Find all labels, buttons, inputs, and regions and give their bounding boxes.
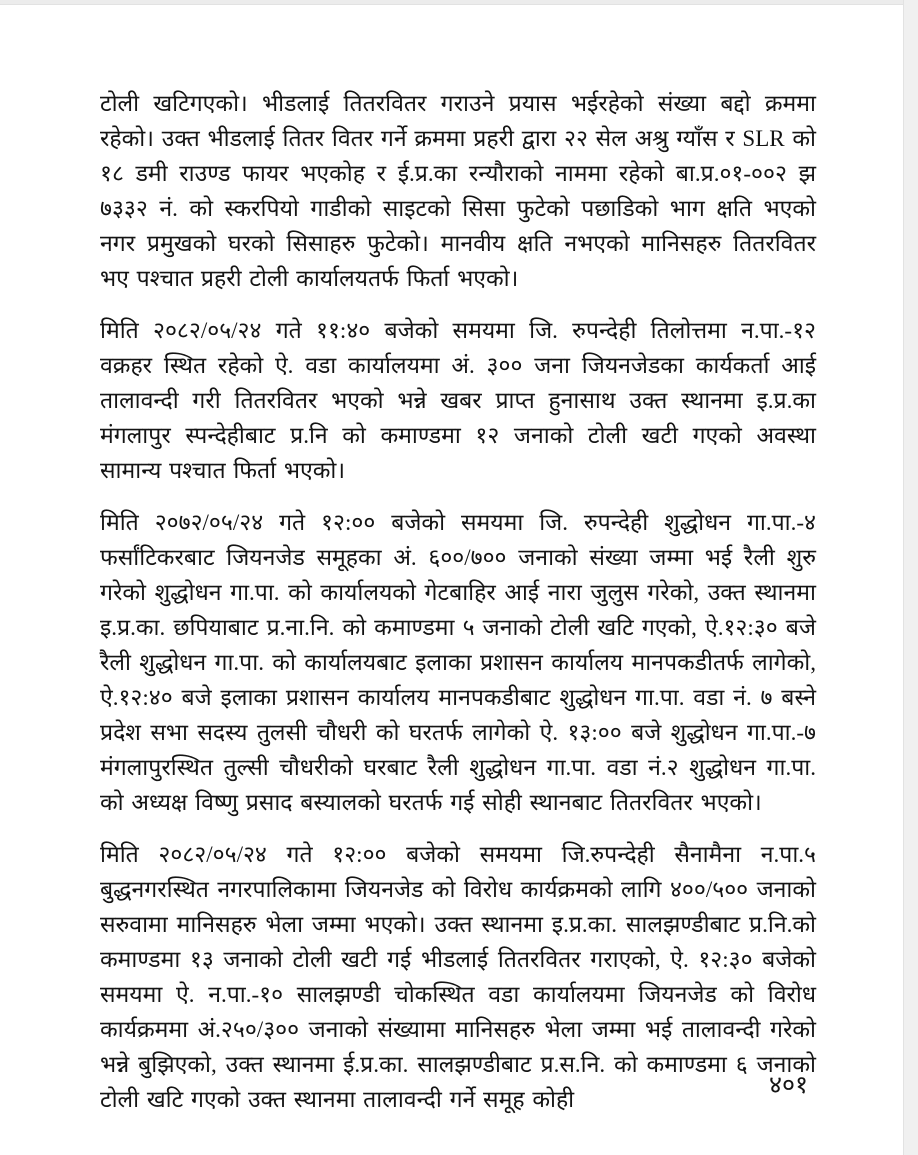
body-paragraph-3: मिति २०७२/०५/२४ गते १२:०० बजेको समयमा जि. रुपन्देही शुद्धोधन गा.पा.-४ फर्सांटिकरबाट जियनजेड समूहका अं. ६००/७०० जनाको संख्या जम्मा भई रैली शुरु गरेको शुद्धोधन गा.पा. को कार्यालयको गेटबाहिर आई नारा जुलुस गरेको, उक्त स्थानमा इ.प्र.का. छपियाबाट प्र.ना.नि. को कमाण्डमा ५ जनाको टोली खटि गएको, ऐ.१२:३० बजे रैली शुद्धोधन गा.पा. को कार्यालयबाट इलाका प्रशासन कार्यालय मानपकडीतर्फ लागेको, ऐ.१२:४० बजे इलाका प्रशासन कार्यालय मानपकडीबाट शुद्धोधन गा.पा. वडा नं. ७ बस्ने प्रदेश सभा सदस्य तुलसी चौधरी को घरतर्फ लागेको ऐ. १३:०० बजे शुद्धोधन गा.पा.-७ मंगलापुरस्थित तुल्सी चौधरीको घरबाट रैली शुद्धोधन गा.पा. वडा नं.२ शुद्धोधन गा.पा. को अध्यक्ष विष्णु प्रसाद बस्यालको घरतर्फ गई सोही स्थानबाट तितरवितर भएको।	[100, 510, 816, 815]
viewer-right-edge	[903, 0, 918, 1155]
document-text-block	[100, 86, 816, 1134]
viewer-top-edge	[0, 0, 918, 5]
body-paragraph-4: मिति २०८२/०५/२४ गते १२:०० बजेको समयमा जि.रुपन्देही सैनामैना न.पा.५ बुद्धनगरस्थित नगरपालिकामा जियनजेड को विरोध कार्यक्रमको लागि ४००/५०० जनाको सरुवामा मानिसहरु भेला जम्मा भएको। उक्त स्थानमा इ.प्र.का. सालझण्डीबाट प्र.नि.को कमाण्डमा १३ जनाको टोली खटी गई भीडलाई तितरवितर गराएको, ऐ. १२:३० बजेको समयमा ऐ. न.पा.-१० सालझण्डी चोकस्थित वडा कार्यालयमा जियनजेड को विरोध कार्यक्रममा अं.२५०/३०० जनाको संख्यामा मानिसहरु भेला जम्मा भई तालावन्दी गरेको भन्ने बुझिएको, उक्त स्थानमा ई.प्र.का. सालझण्डीबाट प्र.स.नि. को कमाण्डमा ६ जनाको टोली खटि गएको उक्त स्थानमा तालावन्दी गर्ने समूह कोही	[100, 842, 816, 1112]
page-number: ४०१	[768, 1072, 808, 1099]
body-paragraph-2: मिति २०८२/०५/२४ गते ११:४० बजेको समयमा जि. रुपन्देही तिलोत्तमा न.पा.-१२ वक्रहर स्थित रहेको ऐ. वडा कार्यालयमा अं. ३०० जना जियनजेडका कार्यकर्ता आई तालावन्दी गरी तितरवितर भएको भन्ने खबर प्राप्त हुनासाथ उक्त स्थानमा इ.प्र.का मंगलापुर स्पन्देहीबाट प्र.नि को कमाण्डमा १२ जनाको टोली खटी गएको अवस्था सामान्य पश्चात फिर्ता भएको।	[100, 318, 816, 483]
body-paragraph-1: टोली खटिगएको। भीडलाई तितरवितर गराउने प्रयास भईरहेको संख्या बद्दो क्रममा रहेको। उक्त भीडलाई तितर वितर गर्ने क्रममा प्रहरी द्वारा २२ सेल अश्रु ग्याँस र SLR को १८ डमी राउण्ड फायर भएकोह र ई.प्र.का रन्यौराको नाममा रहेको बा.प्र.०१-००२ झ ७३३२ नं. को स्करपियो गाडीको साइटको सिसा फुटेको पछाडिको भाग क्षति भएको नगर प्रमुखको घरको सिसाहरु फुटेको। मानवीय क्षति नभएको मानिसहरु तितरवितर भए पश्चात प्रहरी टोली कार्यालयतर्फ फिर्ता भएको।	[100, 91, 816, 291]
